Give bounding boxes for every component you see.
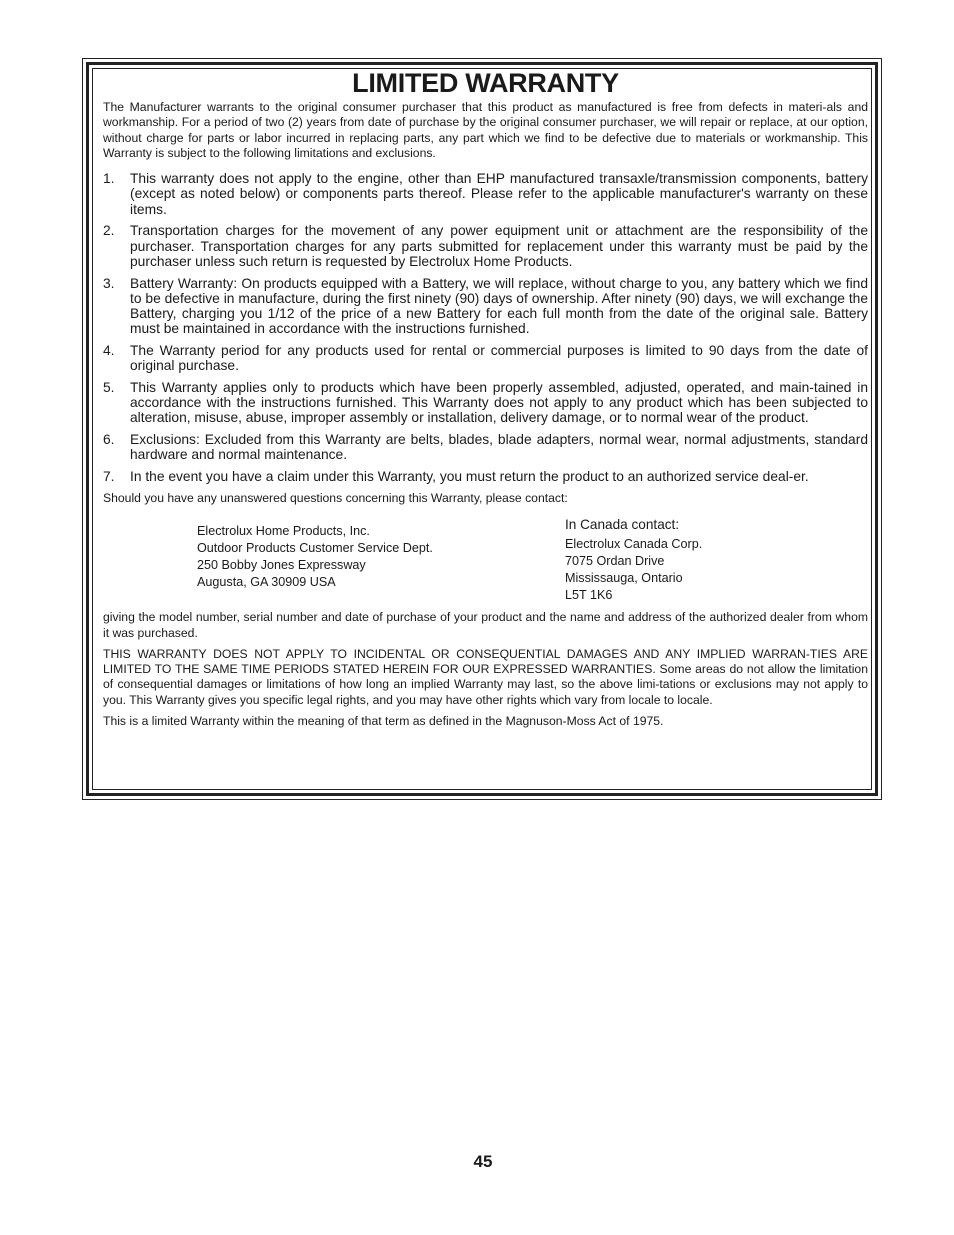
list-item [103, 171, 868, 217]
address-line: Mississauga, Ontario [565, 571, 683, 586]
item-number: 6. [103, 432, 115, 448]
list-item [103, 432, 868, 462]
list-item [103, 223, 868, 269]
address-line: 7075 Ordan Drive [565, 554, 665, 569]
item-text: Exclusions: Excluded from this Warranty are belts, blades, blade adapters, normal wear, normal adjustments, standard hardware and normal maintenance. [130, 432, 868, 463]
item-text: The Warranty period for any products used for rental or commercial purposes is limited to 90 days from the date of original purchase. [130, 343, 868, 374]
item-number: 3. [103, 275, 115, 291]
list-item [103, 276, 868, 337]
address-line: Outdoor Products Customer Service Dept. [197, 541, 433, 556]
warranty-content [103, 66, 868, 729]
page-number: 45 [473, 1152, 493, 1171]
item-text: Transportation charges for the movement of any power equipment unit or attachment are the responsibility of the purchaser. Transportation charges for any parts submitted for replacement under this warranty must be paid by the purchaser unless such return is requested by Electrolux Home Products. [130, 223, 868, 269]
address-line: Electrolux Canada Corp. [565, 537, 703, 552]
item-number: 4. [103, 343, 115, 358]
contact-intro: Should you have any unanswered questions concerning this Warranty, please contact: [103, 491, 568, 505]
item-text: This Warranty applies only to products which have been properly assembled, adjusted, operated, and main-tained in accordance with the instructions furnished. This Warranty does not apply to any product which has been subjected to alteration, misuse, abuse, improper assembly or installation, delivery damage, or to normal wear of the product. [130, 380, 868, 426]
item-number: 1. [103, 171, 115, 187]
warranty-title: LIMITED WARRANTY [352, 68, 619, 98]
contact-addresses [103, 506, 868, 610]
warranty-intro: The Manufacturer warrants to the original consumer purchaser that this product as manufactured is free from defects in materi-als and workmanship. For a period of two (2) years from date of purchase by the original consumer purchaser, we will repair or replace, at our option, without charge for parts or labor incurred in replacing parts, any part which we find to be defective due to materials or workmanship. This Warranty is subject to the following limitations and exclusions. [103, 100, 868, 160]
item-text: In the event you have a claim under this Warranty, you must return the product to an authorized service deal-er. [130, 469, 809, 485]
item-text: Battery Warranty: On products equipped with a Battery, we will replace, without charge to you, any battery which we find to be defective in manufacture, during the first ninety (90) days of ownership. After ninety (90) days, we will exchange the Battery, charging you 1/12 of the price of a new Battery for each full month from the date of the original sale. Battery must be maintained in accordance with the instructions furnished. [130, 275, 868, 337]
giving-instructions: giving the model number, serial number and date of purchase of your product and the name and address of the authorized dealer from whom it was purchased. [103, 610, 868, 640]
address-line: L5T 1K6 [565, 588, 613, 603]
item-number: 7. [103, 469, 115, 485]
item-text: This warranty does not apply to the engine, other than EHP manufactured transaxle/transmission components, battery (except as noted below) or components parts thereof. Please refer to the applicable manufacturer's warranty on these items. [130, 171, 868, 217]
warranty-limitations-list [103, 171, 868, 484]
address-line: Electrolux Home Products, Inc. [197, 524, 370, 539]
damages-disclaimer: THIS WARRANTY DOES NOT APPLY TO INCIDENTAL OR CONSEQUENTIAL DAMAGES AND ANY IMPLIED WARRAN-TIES ARE LIMITED TO THE SAME TIME PERIODS STATED HEREIN FOR OUR EXPRESSED WARRANTIES. Some areas do not allow the limitation of consequential damages or limitations of how long an implied Warranty may last, so the above limi-tations or exclusions may not apply to you. This Warranty gives you specific legal rights, and you may have other rights which vary from locale to locale. [103, 646, 868, 707]
magnuson-moss-statement: This is a limited Warranty within the meaning of that term as defined in the Magnuson-Moss Act of 1975. [103, 714, 664, 729]
item-number: 2. [103, 223, 115, 239]
address-line: 250 Bobby Jones Expressway [197, 558, 366, 573]
canada-contact-heading: In Canada contact: [565, 517, 680, 533]
list-item [103, 469, 868, 484]
usa-address [197, 523, 433, 591]
list-item [103, 343, 868, 373]
item-number: 5. [103, 380, 115, 395]
address-line: Augusta, GA 30909 USA [197, 575, 336, 590]
list-item [103, 380, 868, 426]
canada-address [565, 516, 702, 604]
